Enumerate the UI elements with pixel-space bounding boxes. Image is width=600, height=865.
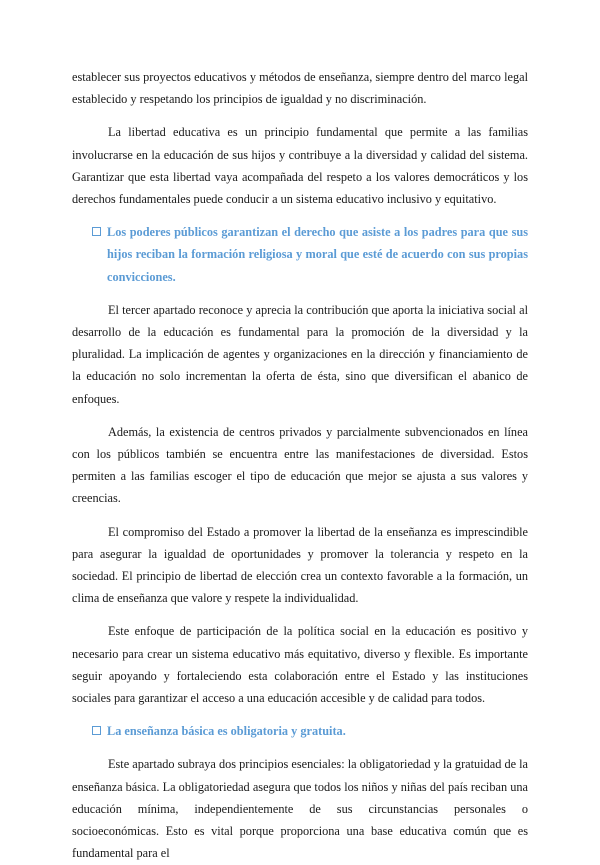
paragraph-tercer-apartado: El tercer apartado reconoce y aprecia la contribución que aporta la iniciativa social al desarrollo de la educación es fundamental para la promoción de la diversidad y la pluralidad. La implicación de agentes y organizaciones en la dirección y financiamiento de la educación no solo incrementan la oferta de ésta, sino que diversifican el abanico de enfoques. <box>72 302 528 406</box>
paragraph-centros-privados: Además, la existencia de centros privados y parcialmente subvencionados en línea con los públicos también se encuentra entre las manifestaciones de diversidad. Estos permiten a las familias escoger el tipo de educación que mejor se ajusta a sus valores y creencias. <box>72 424 528 506</box>
checkbox-bullet-icon <box>92 227 101 236</box>
bullet-heading-formacion-religiosa <box>92 221 528 288</box>
paragraph-libertad-educativa: La libertad educativa es un principio fundamental que permite a las familias involucrarse en la educación de sus hijos y contribuye a la diversidad y calidad del sistema. Garantizar que esta libertad vaya acompañada del respeto a los valores democráticos y los derechos fundamentales puede conducir a un sistema educativo inclusivo y equitativo. <box>72 125 528 207</box>
paragraph-obligatoriedad: Este apartado subraya dos principios esenciales: la obligatoriedad y la gratuidad de la enseñanza básica. La obligatoriedad asegura que todos los niños y niñas del país reciban una educación mínima, independientemente de sus circunstancias personales o socioeconómicas. Esto es vital porque proporciona una base educativa común que es fundamental para el <box>72 757 528 861</box>
paragraph-continuation: establecer sus proyectos educativos y métodos de enseñanza, siempre dentro del marco legal establecido y respetando los principios de igualdad y no discriminación. <box>72 70 528 107</box>
checkbox-bullet-icon <box>92 726 101 735</box>
bullet-heading-text: La enseñanza básica es obligatoria y gratuita. <box>107 724 346 739</box>
bullet-heading-ensenanza-basica <box>92 720 528 742</box>
bullet-heading-text: Los poderes públicos garantizan el derecho que asiste a los padres para que sus hijos reciban la formación religiosa y moral que esté de acuerdo con sus propias convicciones. <box>107 225 528 284</box>
paragraph-compromiso-estado: El compromiso del Estado a promover la libertad de la enseñanza es imprescindible para asegurar la igualdad de oportunidades y promover la tolerancia y respeto en la sociedad. El principio de libertad de elección crea un contexto favorable a la formación, un clima de enseñanza que valore y respete la individualidad. <box>72 524 528 606</box>
paragraph-enfoque-participacion: Este enfoque de participación de la política social en la educación es positivo y necesario para crear un sistema educativo más equitativo, diverso y flexible. Es importante seguir apoyando y fortaleciendo esta colaboración entre el Estado y las instituciones sociales para garantizar el acceso a una educación accesible y de calidad para todos. <box>72 624 528 706</box>
